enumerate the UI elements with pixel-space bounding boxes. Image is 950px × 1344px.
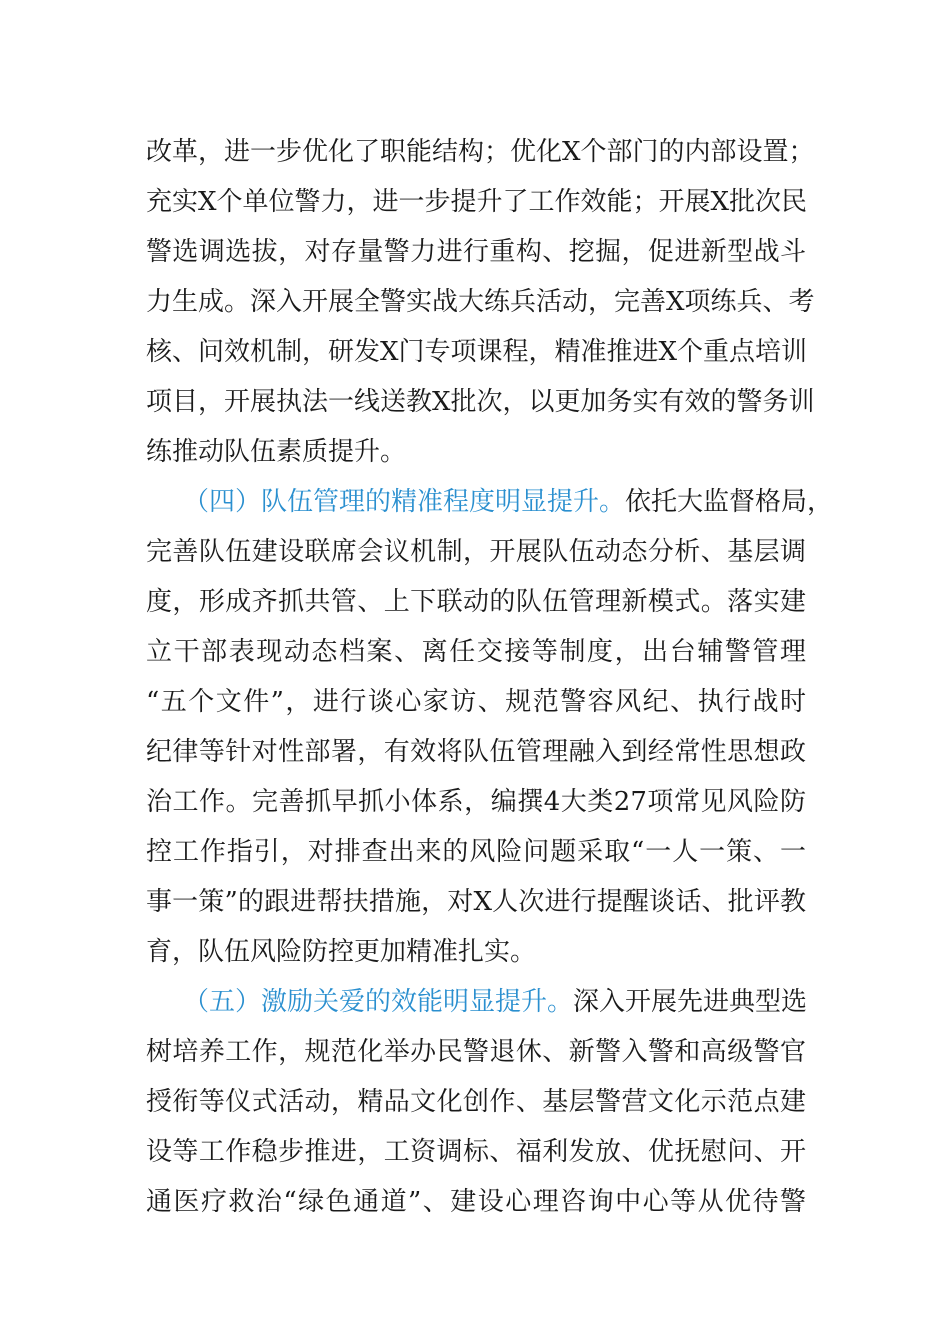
body-line: 改革，进一步优化了职能结构；优化X个部门的内部设置；	[146, 137, 815, 167]
body-line: 治工作。完善抓早抓小体系，编撰4大类27项常见风险防	[146, 787, 806, 817]
section-5-first-line	[183, 982, 806, 1022]
section-4-first-line	[183, 482, 834, 522]
body-line: 立干部表现动态档案、离任交接等制度，出台辅警管理	[146, 637, 806, 667]
body-line: 设等工作稳步推进，工资调标、福利发放、优抚慰问、开	[146, 1137, 806, 1167]
body-line: 树培养工作，规范化举办民警退休、新警入警和高级警官	[146, 1037, 806, 1067]
body-line: 充实X个单位警力，进一步提升了工作效能；开展X批次民	[146, 187, 808, 217]
body-line: 事一策”的跟进帮扶措施，对X人次进行提醒谈话、批评教	[146, 887, 806, 917]
body-line: 练推动队伍素质提升。	[146, 437, 407, 467]
section-4-heading: （四）队伍管理的精准程度明显提升。	[183, 487, 626, 517]
body-line: “五个文件”，进行谈心家访、规范警容风纪、执行战时	[146, 687, 806, 717]
section-5-heading: （五）激励关爱的效能明显提升。	[183, 987, 574, 1017]
body-line: 控工作指引，对排查出来的风险问题采取“一人一策、一	[146, 837, 806, 867]
body-line: 核、问效机制，研发X门专项课程，精准推进X个重点培训	[146, 337, 808, 367]
body-line: 项目，开展执法一线送教X批次，以更加务实有效的警务训	[146, 387, 815, 417]
section-5-first-text: 深入开展先进典型选	[573, 987, 808, 1017]
body-line: 力生成。深入开展全警实战大练兵活动，完善X项练兵、考	[146, 287, 815, 317]
body-line: 授衔等仪式活动，精品文化创作、基层警营文化示范点建	[146, 1087, 806, 1117]
body-line: 通医疗救治“绿色通道”、建设心理咨询中心等从优待警	[146, 1187, 806, 1217]
body-line: 警选调选拔，对存量警力进行重构、挖掘，促进新型战斗	[146, 237, 806, 267]
body-line: 育，队伍风险防控更加精准扎实。	[146, 937, 537, 967]
body-line: 度，形成齐抓共管、上下联动的队伍管理新模式。落实建	[146, 587, 806, 617]
body-line: 完善队伍建设联席会议机制，开展队伍动态分析、基层调	[146, 537, 806, 567]
body-line: 纪律等针对性部署，有效将队伍管理融入到经常性思想政	[146, 737, 806, 767]
section-4-first-text: 依托大监督格局，	[625, 487, 834, 517]
